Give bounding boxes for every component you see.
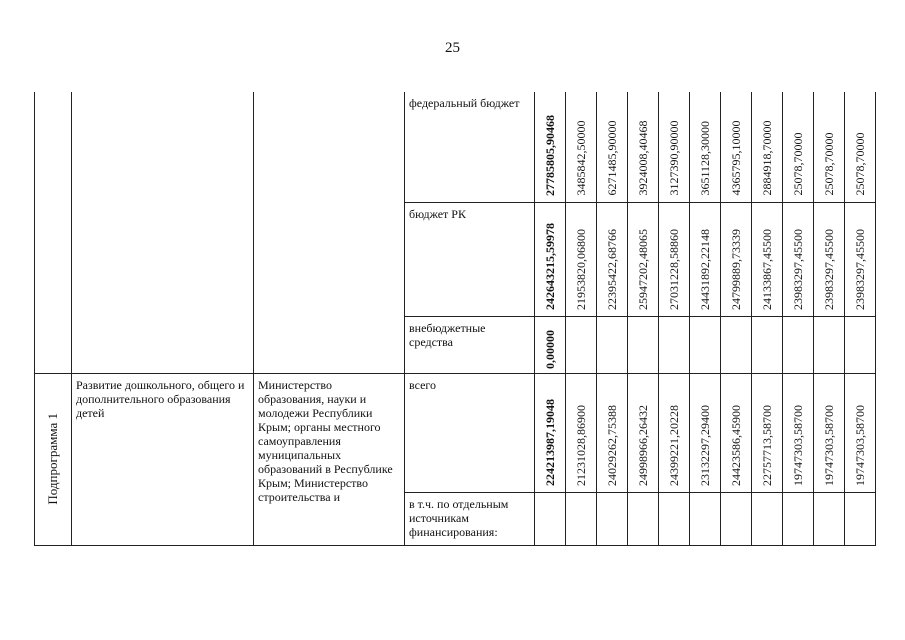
value-incl-5 (690, 492, 721, 545)
value-extra-4 (659, 316, 690, 373)
value-incl-2 (597, 492, 628, 545)
value-rk-3: 25947202,48065 (628, 202, 659, 316)
value-federal-7: 2884918,70000 (752, 92, 783, 202)
value-rk-8: 23983297,45500 (783, 202, 814, 316)
value-rk-9: 23983297,45500 (814, 202, 845, 316)
value-rk-4: 27031228,58860 (659, 202, 690, 316)
value-rk-7: 24133867,45500 (752, 202, 783, 316)
subprogram-name: Развитие дошкольного, общего и дополнительного образования детей (72, 373, 254, 545)
value-rk-1: 21953820,06800 (566, 202, 597, 316)
value-sub-1: 21231028,86900 (566, 373, 597, 492)
value-extra-5 (690, 316, 721, 373)
cell-empty-a (35, 92, 72, 373)
value-sub-6: 24423586,45900 (721, 373, 752, 492)
value-sub-4: 24399221,20228 (659, 373, 690, 492)
cell-empty-c (254, 92, 405, 373)
row-federal (35, 92, 876, 202)
value-incl-4 (659, 492, 690, 545)
subprogram-executors: Министерство образования, науки и молодежи Республики Крым; органы местного самоуправления муниципальных образований в Республике Крым; Министерство строительства и (254, 373, 405, 545)
value-federal-3: 3924008,40468 (628, 92, 659, 202)
value-federal-1: 3485842,50000 (566, 92, 597, 202)
value-extra-2 (597, 316, 628, 373)
value-extra-10 (845, 316, 876, 373)
value-incl-3 (628, 492, 659, 545)
value-federal-2: 6271485,90000 (597, 92, 628, 202)
source-extra: внебюджетные средства (405, 316, 535, 373)
value-incl-7 (752, 492, 783, 545)
subprogram-label: Подпрограмма 1 (35, 373, 72, 545)
value-federal-8: 25078,70000 (783, 92, 814, 202)
value-sub-5: 23132297,29400 (690, 373, 721, 492)
row-subprogram-total (35, 373, 876, 492)
source-including: в т.ч. по отдельным источникам финансирования: (405, 492, 535, 545)
value-extra-9 (814, 316, 845, 373)
value-federal-9: 25078,70000 (814, 92, 845, 202)
value-rk-2: 22395422,68766 (597, 202, 628, 316)
value-federal-5: 3651128,30000 (690, 92, 721, 202)
value-extra-3 (628, 316, 659, 373)
value-rk-10: 23983297,45500 (845, 202, 876, 316)
value-incl-6 (721, 492, 752, 545)
total-federal: 27785805,90468 (535, 92, 566, 202)
cell-empty-b (72, 92, 254, 373)
value-sub-3: 24998966,26432 (628, 373, 659, 492)
value-rk-6: 24799889,73339 (721, 202, 752, 316)
total-rk: 242643215,59978 (535, 202, 566, 316)
value-extra-6 (721, 316, 752, 373)
value-incl-8 (783, 492, 814, 545)
value-incl-10 (845, 492, 876, 545)
total-subprogram: 224213987,19048 (535, 373, 566, 492)
value-extra-8 (783, 316, 814, 373)
page-number: 25 (445, 40, 460, 56)
value-sub-7: 22757713,58700 (752, 373, 783, 492)
source-federal: федеральный бюджет (405, 92, 535, 202)
value-rk-5: 24431892,22148 (690, 202, 721, 316)
value-federal-10: 25078,70000 (845, 92, 876, 202)
value-sub-8: 19747303,58700 (783, 373, 814, 492)
budget-table (34, 92, 876, 546)
value-incl-9 (814, 492, 845, 545)
value-sub-10: 19747303,58700 (845, 373, 876, 492)
value-sub-2: 24029262,75388 (597, 373, 628, 492)
total-including (535, 492, 566, 545)
value-incl-1 (566, 492, 597, 545)
value-extra-7 (752, 316, 783, 373)
total-extra: 0,00000 (535, 316, 566, 373)
source-rk: бюджет РК (405, 202, 535, 316)
value-extra-1 (566, 316, 597, 373)
value-federal-4: 3127390,90000 (659, 92, 690, 202)
source-total: всего (405, 373, 535, 492)
value-sub-9: 19747303,58700 (814, 373, 845, 492)
value-federal-6: 4365795,10000 (721, 92, 752, 202)
